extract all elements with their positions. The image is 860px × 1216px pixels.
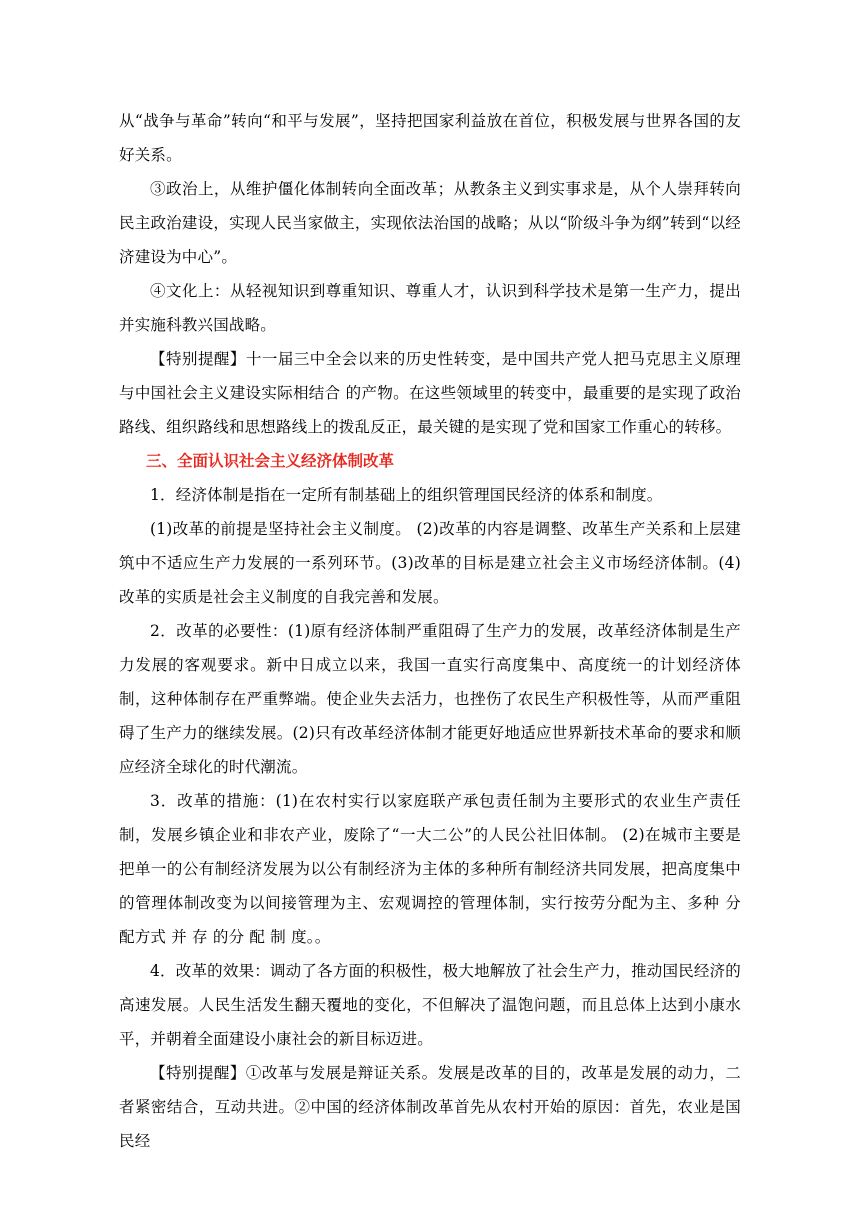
paragraph-politics: ③政治上，从维护僵化体制转向全面改革；从教条主义到实事求是，从个人崇拜转向民主政治建设，实现人民当家做主，实现依法治国的战略；从以“阶级斗争为纲”转到“以经济建设为中心”。: [119, 180, 741, 266]
reminder-tag: 【特别提醒】: [150, 1064, 246, 1082]
reminder-text: 十一届三中全会以来的历史性转变，是中国共产党人把马克思主义原理与中国社会主义建设实际相结合 的产物。在这些领域里的转变中，最重要的是实现了政治路线、组织路线和思想路线上的拨乱反正，最关键的是实现了党和国家工作重心的转移。: [119, 350, 742, 436]
paragraph-special-reminder-1: [119, 342, 741, 444]
paragraph-effects: 4．改革的效果：调动了各方面的积极性，极大地解放了社会生产力，推动国民经济的高速发展。人民生活发生翻天覆地的变化，不但解决了温饱问题，而且总体上达到小康水平，并朝着全面建设小康社会的新目标迈进。: [119, 962, 741, 1048]
paragraph-special-reminder-2: [119, 1056, 741, 1158]
reminder-tag: 【特别提醒】: [150, 350, 246, 368]
paragraph-foreign-policy: 从“战争与革命”转向“和平与发展”，坚持把国家利益放在首位，积极发展与世界各国的友好关系。: [119, 112, 741, 164]
paragraph-culture: ④文化上：从轻视知识到尊重知识、尊重人才，认识到科学技术是第一生产力，提出并实施科教兴国战略。: [119, 282, 741, 334]
paragraph-reform-goals: (1)改革的前提是坚持社会主义制度。 (2)改革的内容是调整、改革生产关系和上层建筑中不适应生产力发展的一系列环节。(3)改革的目标是建立社会主义市场经济体制。(4)改革的实质是社会主义制度的自我完善和发展。: [119, 520, 741, 606]
reminder-text: ①改革与发展是辩证关系。发展是改革的目的，改革是发展的动力，二者紧密结合，互动共进。②中国的经济体制改革首先从农村开始的原因：首先，农业是国民经: [119, 1064, 742, 1150]
paragraph-necessity: 2．改革的必要性：(1)原有经济体制严重阻碍了生产力的发展，改革经济体制是生产力发展的客观要求。新中日成立以来，我国一直实行高度集中、高度统一的计划经济体制，这种体制存在严重弊端。使企业失去活力，也挫伤了农民生产积极性等，从而严重阻碍了生产力的继续发展。(2)只有改革经济体制才能更好地适应世界新技术革命的要求和顺应经济全球化的时代潮流。: [119, 622, 741, 776]
section-heading: 三、全面认识社会主义经济体制改革: [146, 451, 395, 470]
paragraph-definition: 1．经济体制是指在一定所有制基础上的组织管理国民经济的体系和制度。: [150, 486, 663, 504]
paragraph-measures: 3．改革的措施：(1)在农村实行以家庭联产承包责任制为主要形式的农业生产责任制，发展乡镇企业和非农产业，废除了“一大二公”的人民公社旧体制。 (2)在城市主要是把单一的公有制经济发展为以公有制经济为主体的多种所有制经济共同发展，把高度集中的管理体制改变为以间接管理为主、宏观调控的管理体制，实行按劳分配为主、多种 分 配方式 并 存 的分 配 制 度。。: [119, 792, 741, 946]
